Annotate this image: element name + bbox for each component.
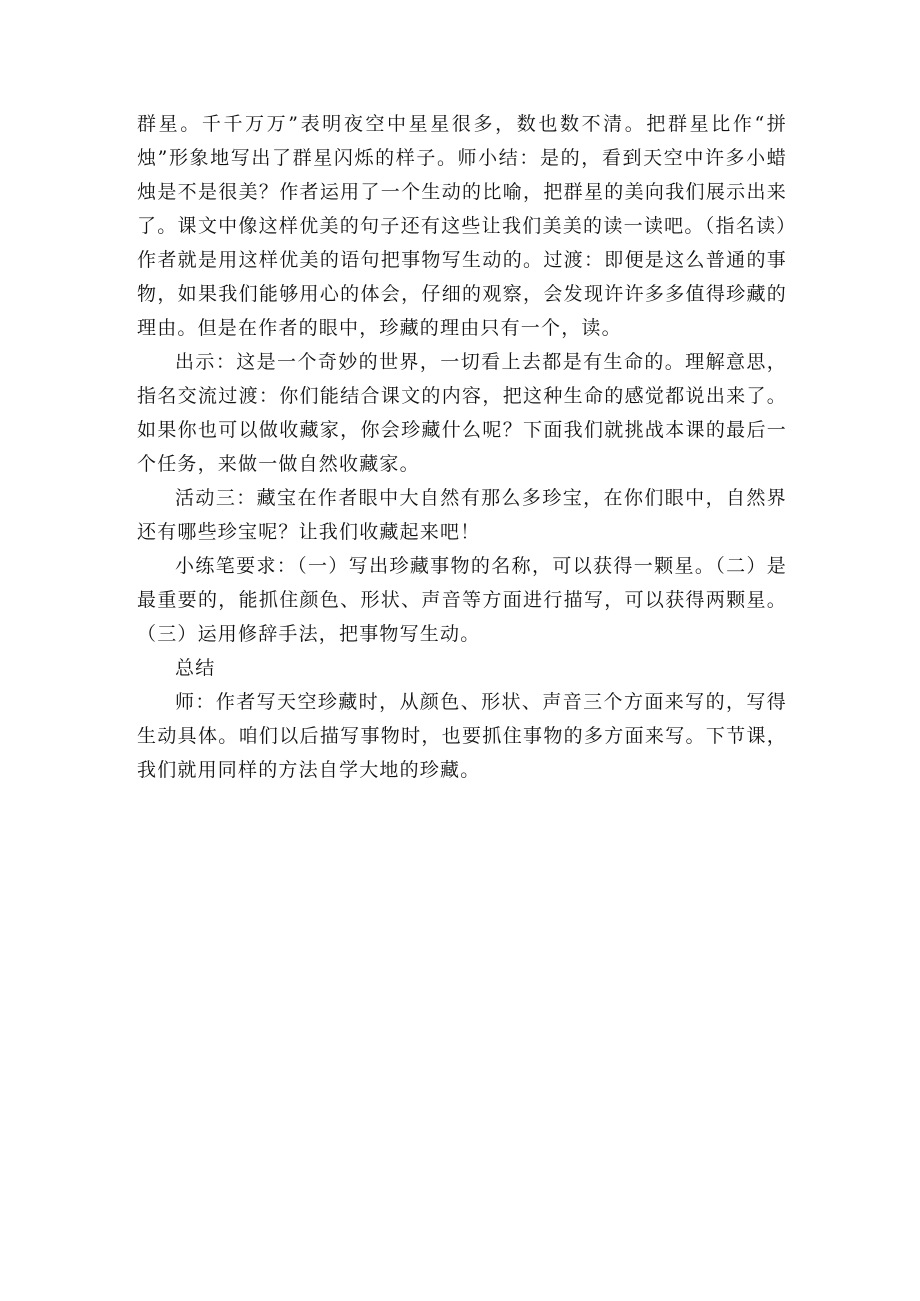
paragraph-activity-three: 活动三：藏宝在作者眼中大自然有那么多珍宝，在你们眼中，自然界还有哪些珍宝呢？让我们收藏起来吧！ [137,487,787,543]
paragraph-teacher-summary: 师：作者写天空珍藏时，从颜色、形状、声音三个方面来写的，写得生动具体。咱们以后描写事物时，也要抓住事物的多方面来写。下节课，我们就用同样的方法自学大地的珍藏。 [137,691,787,781]
document-body [137,107,787,787]
paragraph-show-world: 出示：这是一个奇妙的世界，一切看上去都是有生命的。理解意思，指名交流过渡：你们能结合课文的内容，把这种生命的感觉都说出来了。如果你也可以做收藏家，你会珍藏什么呢？下面我们就挑战本课的最后一个任务，来做一做自然收藏家。 [137,351,787,475]
paragraph-stars-metaphor: 群星。千千万万”表明夜空中星星很多，数也数不清。把群星比作“拼烛”形象地写出了群星闪烁的样子。师小结：是的，看到天空中许多小蜡烛是不是很美？作者运用了一个生动的比喻，把群星的美向我们展示出来了。课文中像这样优美的句子还有这些让我们美美的读一读吧。（指名读）作者就是用这样优美的语句把事物写生动的。过渡：即便是这么普通的事物，如果我们能够用心的体会，仔细的观察，会发现许许多多值得珍藏的理由。但是在作者的眼中，珍藏的理由只有一个，读。 [137,113,787,339]
paragraph-summary-heading: 总结 [175,657,216,679]
paragraph-writing-requirements: 小练笔要求：（一）写出珍藏事物的名称，可以获得一颗星。（二）是最重要的，能抓住颜色、形状、声音等方面进行描写，可以获得两颗星。（三）运用修辞手法，把事物写生动。 [137,555,787,645]
